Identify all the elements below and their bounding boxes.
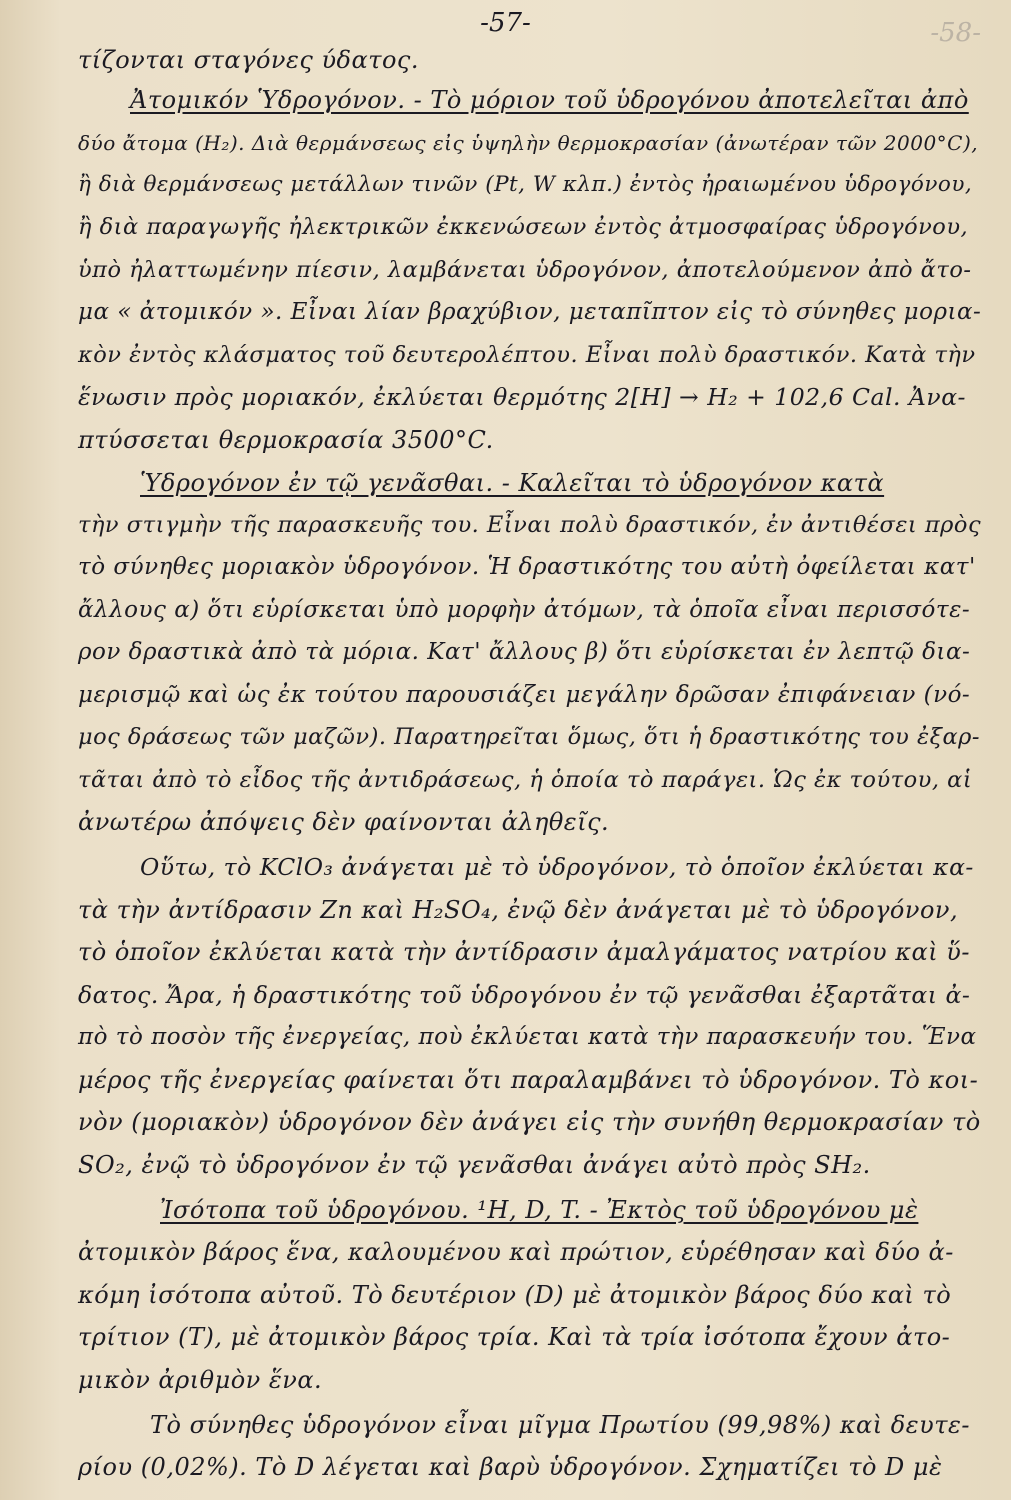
text-line: μερισμῷ καὶ ὡς ἐκ τούτου παρουσιάζει μεγάλην δρῶσαν ἐπιφάνειαν (νό- bbox=[78, 682, 971, 708]
text-line: ἀτομικὸν βάρος ἕνα, καλουμένου καὶ πρώτιον, εὑρέθησαν καὶ δύο ἀ- bbox=[78, 1238, 954, 1266]
text-line: ἕνωσιν πρὸς μοριακόν, ἐκλύεται θερμότης 2[H] → H₂ + 102,6 Cal. Ἀνα- bbox=[78, 383, 967, 411]
text-line: τὰ τὴν ἀντίδρασιν Zn καὶ H₂SO₄, ἐνῷ δὲν ἀνάγεται μὲ τὸ ὑδρογόνον, bbox=[78, 896, 959, 924]
section-heading-isotopes: Ἰσότοπα τοῦ ὑδρογόνου. ¹H, D, T. - Ἐκτὸς τοῦ ὑδρογόνου μὲ bbox=[160, 1196, 919, 1224]
text-line: ἢ διὰ παραγωγῆς ἠλεκτρικῶν ἐκκενώσεων ἐντὸς ἀτμοσφαίρας ὑδρογόνου, bbox=[78, 214, 969, 240]
text-line: Οὕτω, τὸ KClO₃ ἀνάγεται μὲ τὸ ὑδρογόνον, τὸ ὁποῖον ἐκλύεται κα- bbox=[140, 853, 974, 881]
text-line: μέρος τῆς ἐνεργείας φαίνεται ὅτι παραλαμβάνει τὸ ὑδρογόνον. Τὸ κοι- bbox=[78, 1066, 979, 1094]
text-line: μος δράσεως τῶν μαζῶν). Παρατηρεῖται ὅμως, ὅτι ἡ δραστικότης του ἐξαρ- bbox=[78, 724, 980, 750]
text-line: πὸ τὸ ποσὸν τῆς ἐνεργείας, ποὺ ἐκλύεται κατὰ τὴν παρασκευήν του. Ἕνα bbox=[78, 1024, 977, 1050]
page-number: -57- bbox=[480, 8, 531, 38]
text-line: Τὸ σύνηθες ὑδρογόνον εἶναι μῖγμα Πρωτίου (99,98%) καὶ δευτε- bbox=[150, 1411, 970, 1439]
text-line: μικὸν ἀριθμὸν ἕνα. bbox=[78, 1366, 323, 1394]
section-heading-nascent-hydrogen: Ὑδρογόνον ἐν τῷ γενᾶσθαι. - Καλεῖται τὸ ὑδρογόνον κατὰ bbox=[140, 469, 885, 497]
bleed-through-page-number: -58- bbox=[930, 18, 981, 48]
text-line: ἄλλους α) ὅτι εὑρίσκεται ὑπὸ μορφὴν ἀτόμων, τὰ ὁποῖα εἶναι περισσότε- bbox=[78, 597, 971, 623]
text-line: νὸν (μοριακὸν) ὑδρογόνον δὲν ἀνάγει εἰς τὴν συνήθη θερμοκρασίαν τὸ bbox=[78, 1108, 981, 1136]
text-line: SO₂, ἐνῷ τὸ ὑδρογόνον ἐν τῷ γενᾶσθαι ἀνάγει αὐτὸ πρὸς SH₂. bbox=[78, 1151, 871, 1179]
text-line: δατος. Ἄρα, ἡ δραστικότης τοῦ ὑδρογόνου ἐν τῷ γενᾶσθαι ἐξαρτᾶται ἀ- bbox=[78, 981, 971, 1009]
text-line: ρίου (0,02%). Τὸ D λέγεται καὶ βαρὺ ὑδρογόνον. Σχηματίζει τὸ D μὲ bbox=[78, 1453, 943, 1481]
text-line: δύο ἄτομα (H₂). Διὰ θερμάνσεως εἰς ὑψηλὴν θερμοκρασίαν (ἀνωτέραν τῶν 2000°C), bbox=[78, 131, 979, 155]
text-line: τὸ ὁποῖον ἐκλύεται κατὰ τὴν ἀντίδρασιν ἀμαλγάματος νατρίου καὶ ὕ- bbox=[78, 938, 970, 966]
text-line: τίζονται σταγόνες ύδατος. bbox=[78, 46, 419, 74]
text-line: κὸν ἐντὸς κλάσματος τοῦ δευτερολέπτου. Εἶναι πολὺ δραστικόν. Κατὰ τὴν bbox=[78, 342, 976, 368]
text-line: τρίτιον (T), μὲ ἀτομικὸν βάρος τρία. Καὶ τὰ τρία ἰσότοπα ἔχουν ἀτο- bbox=[78, 1323, 951, 1351]
text-line: ρον δραστικὰ ἀπὸ τὰ μόρια. Κατ' ἄλλους β) ὅτι εὑρίσκεται ἐν λεπτῷ δια- bbox=[78, 639, 971, 665]
text-line: ὑπὸ ἠλαττωμένην πίεσιν, λαμβάνεται ὑδρογόνον, ἀποτελούμενον ἀπὸ ἄτο- bbox=[78, 257, 972, 283]
section-heading-atomic-hydrogen: Ἀτομικόν Ὑδρογόνον. - Τὸ μόριον τοῦ ὑδρογόνου ἀποτελεῖται ἀπὸ bbox=[130, 86, 969, 114]
text-line: ἢ διὰ θερμάνσεως μετάλλων τινῶν (Pt, W κλπ.) ἐντὸς ἠραιωμένου ὑδρογόνου, bbox=[78, 172, 973, 197]
text-line: τὴν στιγμὴν τῆς παρασκευῆς του. Εἶναι πολὺ δραστικόν, ἐν ἀντιθέσει πρὸς bbox=[78, 512, 982, 538]
text-line: πτύσσεται θερμοκρασία 3500°C. bbox=[78, 426, 494, 454]
text-line: τᾶται ἀπὸ τὸ εἶδος τῆς ἀντιδράσεως, ἡ ὁποία τὸ παράγει. Ὡς ἐκ τούτου, αἱ bbox=[78, 767, 973, 793]
text-line: κόμη ἰσότοπα αὐτοῦ. Τὸ δευτέριον (D) μὲ ἀτομικὸν βάρος δύο καὶ τὸ bbox=[78, 1281, 952, 1309]
text-line: τὸ σύνηθες μοριακὸν ὑδρογόνον. Ἡ δραστικότης του αὐτὴ ὀφείλεται κατ' bbox=[78, 554, 976, 580]
text-line: ἀνωτέρω ἀπόψεις δὲν φαίνονται ἀληθεῖς. bbox=[78, 808, 610, 836]
text-line: μα « ἀτομικόν ». Εἶναι λίαν βραχύβιον, μεταπῖπτον εἰς τὸ σύνηθες μορια- bbox=[78, 299, 982, 325]
